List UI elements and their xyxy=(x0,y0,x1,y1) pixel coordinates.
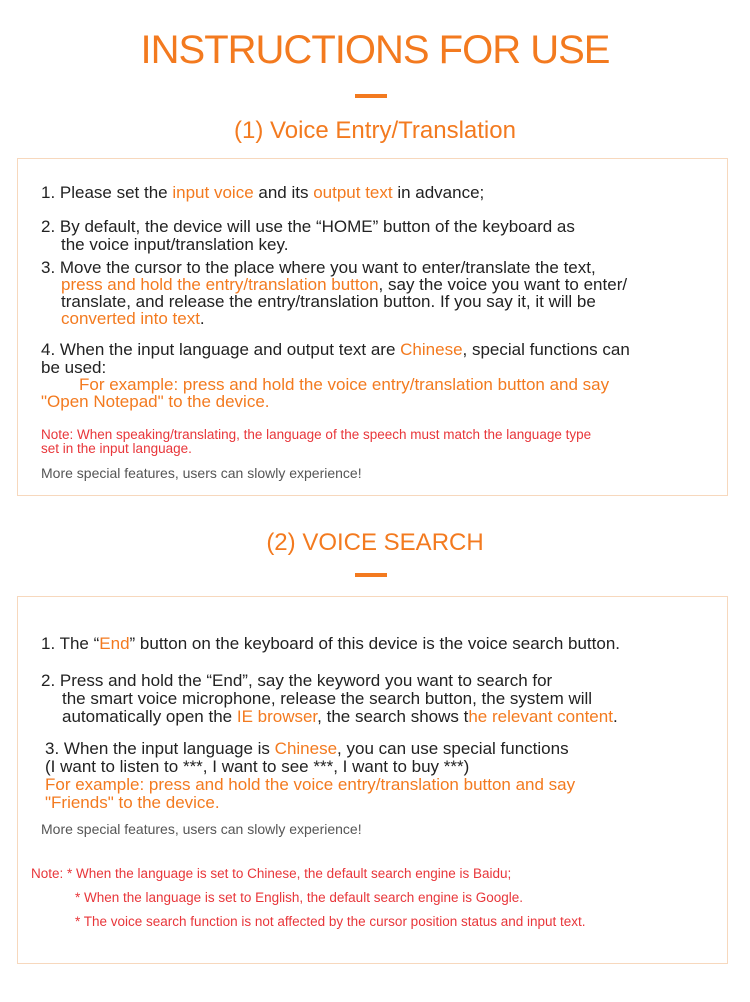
s2-item2-line3: automatically open the IE browser, the search shows the relevant content. xyxy=(62,707,618,726)
s2-item1: 1. The “End” button on the keyboard of this device is the voice search button. xyxy=(41,634,620,653)
s2-note-3: * The voice search function is not affected by the cursor position status and input text. xyxy=(75,914,586,929)
s1-note-line2: set in the input language. xyxy=(41,441,192,456)
s2-example-line2: "Friends" to the device. xyxy=(45,793,220,812)
page-title: INSTRUCTIONS FOR USE xyxy=(140,28,610,72)
title-underline xyxy=(355,94,387,98)
s2-example-line1: For example: press and hold the voice entry/translation button and say xyxy=(45,775,576,794)
s1-item2-line1: 2. By default, the device will use the “HOME” button of the keyboard as xyxy=(41,217,575,236)
s1-item2-line2: the voice input/translation key. xyxy=(61,235,289,254)
s1-item3-line4: converted into text. xyxy=(61,309,205,328)
s2-more-text: More special features, users can slowly experience! xyxy=(41,821,362,837)
s2-item2-line1: 2. Press and hold the “End”, say the keyword you want to search for xyxy=(41,671,553,690)
s2-note-1: Note: * When the language is set to Chinese, the default search engine is Baidu; xyxy=(31,866,512,881)
s2-item2-line2: the smart voice microphone, release the search button, the system will xyxy=(62,689,593,708)
s1-item3-line3: translate, and release the entry/translation button. If you say it, it will be xyxy=(61,292,596,311)
s2-item3-line1: 3. When the input language is Chinese, you can use special functions xyxy=(45,739,569,758)
s2-item3-line2: (I want to listen to ***, I want to see ***, I want to buy ***) xyxy=(45,757,470,776)
s1-item3-line1: 3. Move the cursor to the place where you want to enter/translate the text, xyxy=(41,258,596,277)
s1-note-line1: Note: When speaking/translating, the language of the speech must match the language type xyxy=(41,427,592,442)
s1-more-text: More special features, users can slowly experience! xyxy=(41,465,362,481)
section2-heading: (2) VOICE SEARCH xyxy=(266,529,484,556)
s1-example-line2: "Open Notepad" to the device. xyxy=(41,392,270,411)
s1-item3-line2: press and hold the entry/translation button, say the voice you want to enter/ xyxy=(61,275,628,294)
s1-item4-line1: 4. When the input language and output text are Chinese, special functions can xyxy=(41,340,630,359)
s1-example-line1: For example: press and hold the voice entry/translation button and say xyxy=(79,375,610,394)
section2-underline xyxy=(355,573,387,577)
section1-heading: (1) Voice Entry/Translation xyxy=(234,117,516,144)
s1-item1: 1. Please set the input voice and its output text in advance; xyxy=(41,183,485,202)
s1-item4-line2: be used: xyxy=(41,358,107,377)
s2-note-2: * When the language is set to English, the default search engine is Google. xyxy=(75,890,524,905)
